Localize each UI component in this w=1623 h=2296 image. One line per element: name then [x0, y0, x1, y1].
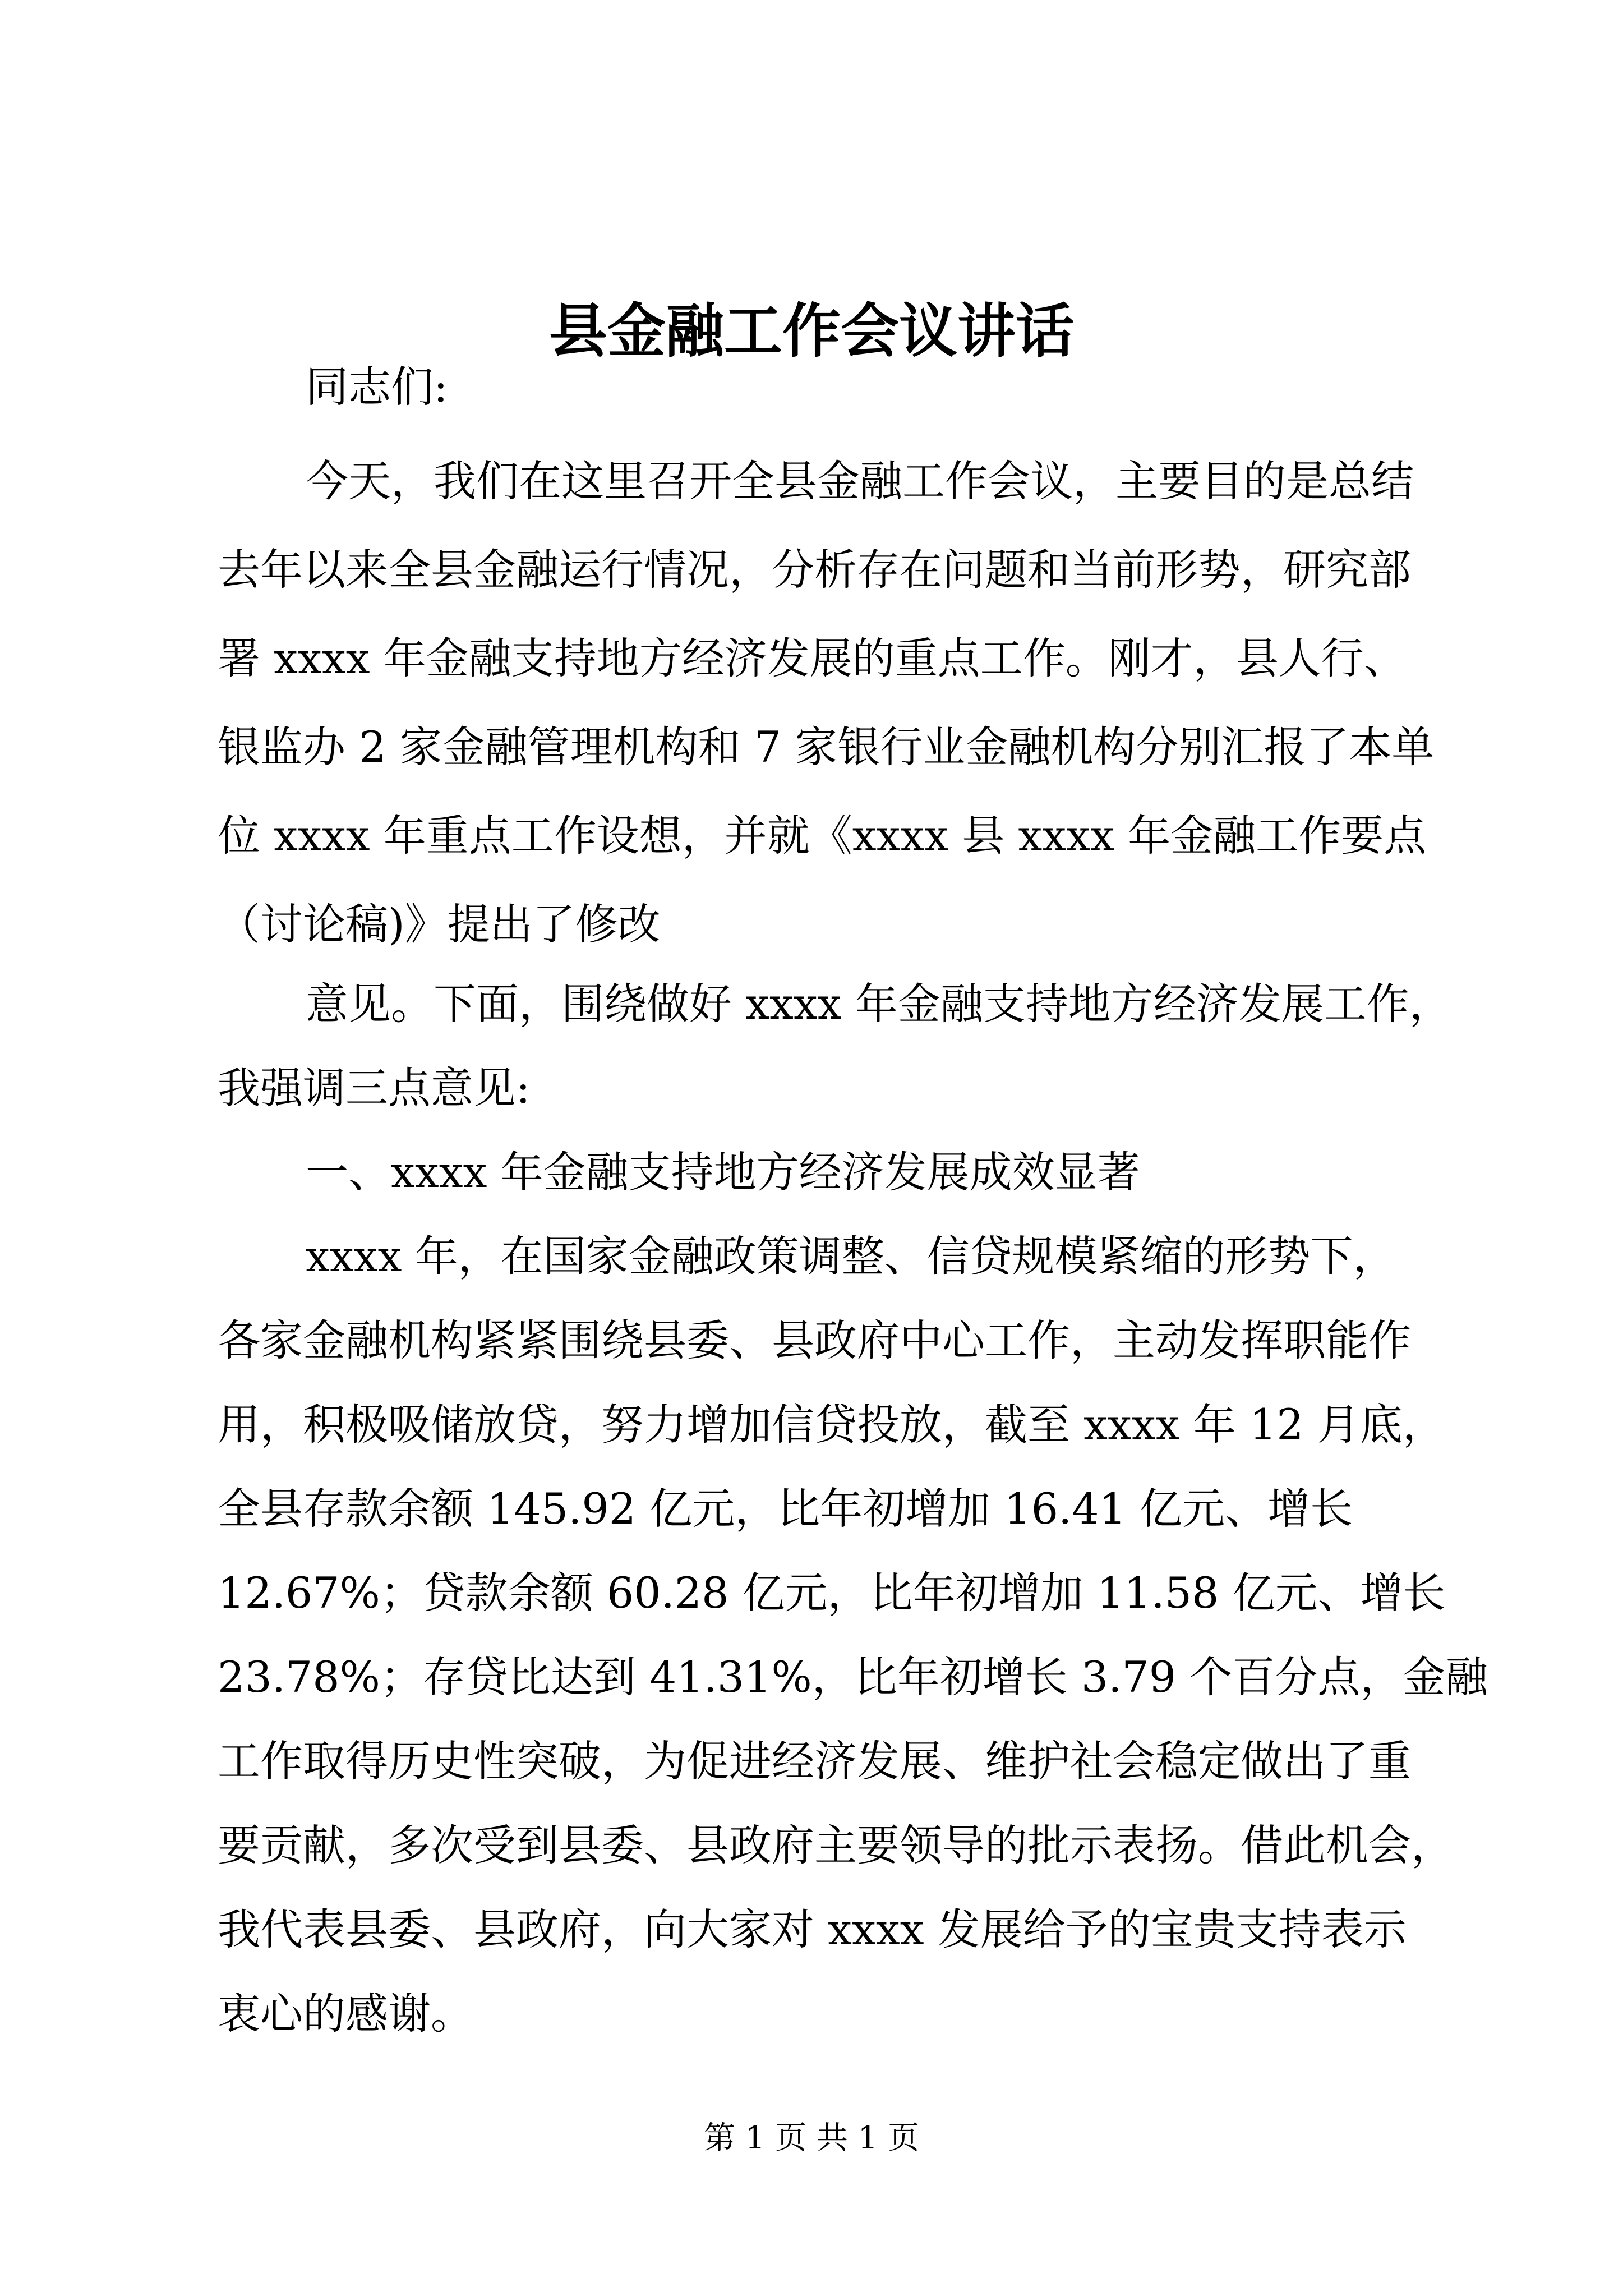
body-line: xxxx 年，在国家金融政策调整、信贷规模紧缩的形势下， — [306, 1231, 1396, 1281]
body-line: 我代表县委、县政府，向大家对 xxxx 发展给予的宝贵支持表示 — [218, 1904, 1407, 1954]
body-line: 意见。下面，围绕做好 xxxx 年金融支持地方经济发展工作， — [306, 979, 1452, 1029]
body-line: 去年以来全县金融运行情况，分析存在问题和当前形势，研究部 — [218, 545, 1411, 595]
body-line: 位 xxxx 年重点工作设想，并就《xxxx 县 xxxx 年金融工作要点 — [218, 811, 1427, 861]
body-line: （讨论稿)》提出了修改 — [218, 899, 661, 949]
section-heading: 一、xxxx 年金融支持地方经济发展成效显著 — [306, 1147, 1140, 1197]
body-line: 用，积极吸储放贷，努力增加信贷投放，截至 xxxx 年 12 月底， — [218, 1400, 1445, 1450]
body-line: 今天，我们在这里召开全县金融工作会议，主要目的是总结 — [306, 456, 1414, 506]
body-line: 我强调三点意见: — [218, 1063, 531, 1113]
body-line: 23.78%；存贷比达到 41.31%，比年初增长 3.79 个百分点，金融 — [218, 1652, 1488, 1702]
body-line: 署 xxxx 年金融支持地方经济发展的重点工作。刚才，县人行、 — [218, 633, 1407, 683]
body-line: 要贡献，多次受到县委、县政府主要领导的批示表扬。借此机会， — [218, 1820, 1454, 1870]
page-footer: 第 1 页 共 1 页 — [703, 2120, 920, 2156]
body-line: 银监办 2 家金融管理机构和 7 家银行业金融机构分别汇报了本单 — [218, 722, 1435, 772]
salutation-line: 同志们: — [306, 362, 448, 412]
body-line: 各家金融机构紧紧围绕县委、县政府中心工作，主动发挥职能作 — [218, 1315, 1411, 1365]
body-line: 12.67%；贷款余额 60.28 亿元，比年初增加 11.58 亿元、增长 — [218, 1568, 1446, 1618]
document-title: 县金融工作会议讲话 — [548, 296, 1074, 365]
body-line: 衷心的感谢。 — [218, 1989, 473, 2039]
body-line: 工作取得历史性突破，为促进经济发展、维护社会稳定做出了重 — [218, 1736, 1411, 1786]
body-line: 全县存款余额 145.92 亿元，比年初增加 16.41 亿元、增长 — [218, 1484, 1353, 1534]
